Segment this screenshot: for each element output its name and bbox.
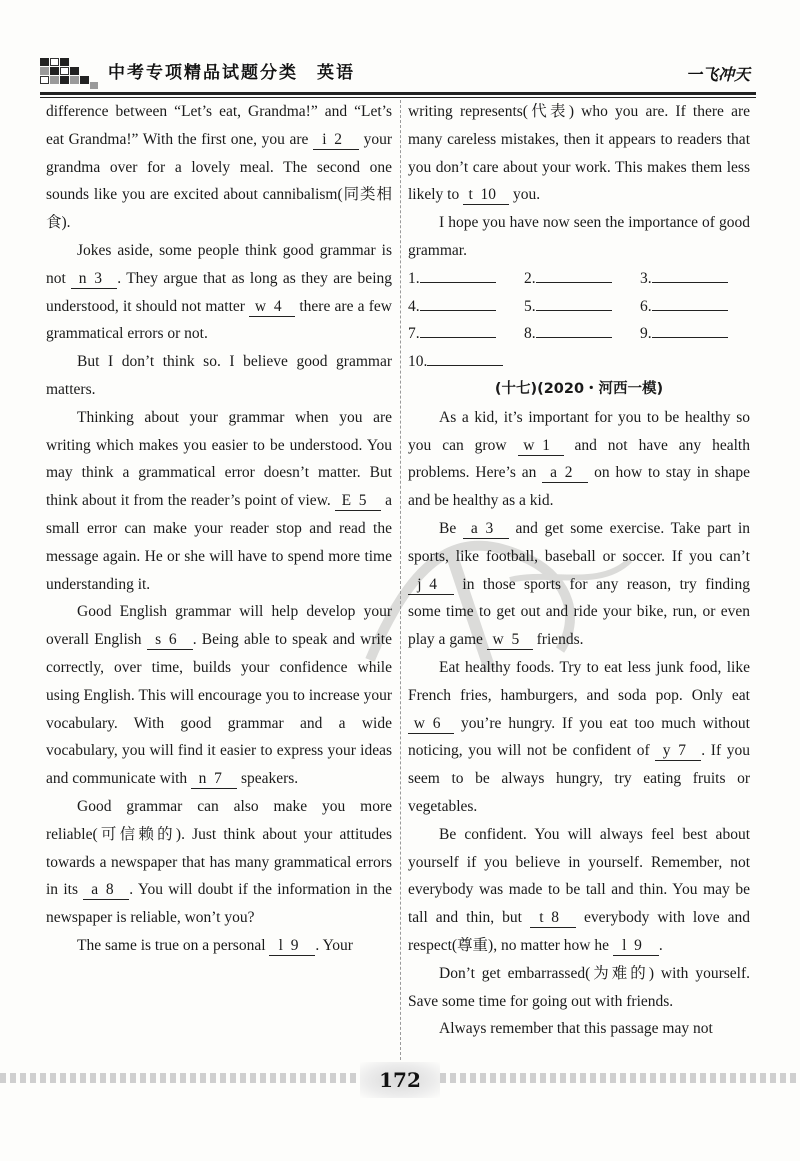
answer-line[interactable] [420,266,496,283]
page-number: 172 [379,1068,421,1092]
answer-line[interactable] [427,349,503,366]
paragraph: Good English grammar will help develop your overall English s 6 . Being able to speak and write correctly, over time, builds your confidence while using English. This will encourage you to increase your vocabulary. With good grammar and a wide vocabulary, you will find it easier to express your ideas and communicate with n 7 speakers. [46,603,392,788]
answer-item: 3. [640,265,750,293]
answer-item: 5. [524,293,640,321]
answer-item: 1. [408,265,524,293]
paragraph: difference between “Let’s eat, Grandma!” and “Let’s eat Grandma!” With the first one, you are i 2 your grandma over for a lovely meal. The second one sounds like you are excited about cannibalism(同类相食). [46,103,392,232]
page-header [40,54,756,96]
cloze-blank-9[interactable]: l 9 [613,937,659,956]
paragraph: Don’t get embarrassed(为难的) with yourself. Save some time for going out with friends. [408,964,750,1010]
series-title: 中考专项精品试题分类 英语 [108,63,355,83]
checker-logo-icon [40,58,100,92]
paragraph: The same is true on a personal l 9 . Your [77,936,353,954]
cloze-blank-6[interactable]: w 6 [408,715,454,734]
answer-item: 10. [408,348,524,376]
column-divider [400,100,401,1060]
answer-grid [408,265,750,376]
cloze-blank-3[interactable]: n 3 [71,270,117,289]
answer-line[interactable] [652,321,728,338]
cloze-blank-4[interactable]: w 4 [249,298,295,317]
answer-item: 2. [524,265,640,293]
cloze-blank-9[interactable]: l 9 [269,937,315,956]
paragraph: But I don’t think so. I believe good grammar matters. [46,353,392,398]
answer-line[interactable] [536,266,612,283]
answer-line[interactable] [652,294,728,311]
answer-line[interactable] [536,321,612,338]
answer-line[interactable] [420,321,496,338]
answer-item: 4. [408,293,524,321]
answer-line[interactable] [652,266,728,283]
paragraph: Thinking about your grammar when you are writing which makes you easier to be understood. You may think a grammatical error doesn’t matter. But think about it from the reader’s point of view. E 5 a small error can make your reader stop and read the message again. He or she will have to spend more time understanding it. [46,408,392,593]
paragraph: Eat healthy foods. Try to eat less junk food, like French fries, hamburgers, and soda pop. Only eat w 6 you’re hungry. If you eat too much without noticing, you will not be confident of y 7 . If you seem to be always hungry, try eating fruits or vegetables. [408,658,750,815]
cloze-blank-1[interactable]: w 1 [518,437,564,456]
section-title: (十七)(2020・河西一模) [494,380,664,397]
paragraph: Jokes aside, some people think good grammar is not n 3 . They argue that as long as they are being understood, it should not matter w 4 there are a few grammatical errors or not. [46,241,393,343]
cloze-blank-4[interactable]: j 4 [408,576,454,595]
paragraph: Be confident. You will always feel best about yourself if you believe in yourself. Remember, not everybody was made to be tall and thin. You may be tall and thin, but t 8 everybody with love and respect(尊重), no matter how he l 9 . [408,825,750,954]
paragraph: Good grammar can also make you more reliable(可信赖的). Just think about your attitudes towards a newspaper that has many grammatical errors in its a 8 . You will doubt if the information in the newspaper is reliable, won’t you? [46,797,393,927]
cloze-blank-2[interactable]: a 2 [542,464,588,483]
brand-logo: 一飞冲天 [685,65,750,84]
left-column [46,98,392,960]
cloze-blank-2[interactable]: i 2 [313,131,359,150]
paragraph: I hope you have now seen the importance of good grammar. [408,214,750,259]
cloze-blank-6[interactable]: s 6 [147,631,193,650]
answer-item: 6. [640,293,750,321]
header-rule [40,92,756,95]
cloze-blank-7[interactable]: n 7 [191,770,237,789]
answer-item: 8. [524,320,640,348]
answer-item: 9. [640,320,750,348]
right-column [408,98,750,1043]
cloze-blank-7[interactable]: y 7 [655,742,701,761]
paragraph: Always remember that this passage may not [439,1020,713,1038]
paragraph: writing represents(代表) who you are. If there are many careless mistakes, then it appears to readers that you don’t care about your work. This makes them less likely to t 10 you. [408,103,750,204]
paragraph: Be a 3 and get some exercise. Take part in sports, like football, baseball or soccer. If you can’t j 4 in those sports for any reason, try finding some time to get out and ride your bike, run, or even play a game w 5 friends. [408,519,750,649]
answer-item: 7. [408,320,524,348]
cloze-blank-8[interactable]: t 8 [530,909,576,928]
cloze-blank-5[interactable]: w 5 [487,631,533,650]
cloze-blank-3[interactable]: a 3 [463,520,509,539]
cloze-blank-10[interactable]: t 10 [463,186,509,205]
cloze-blank-5[interactable]: E 5 [335,492,381,511]
answer-line[interactable] [420,294,496,311]
cloze-blank-8[interactable]: a 8 [83,881,129,900]
answer-line[interactable] [536,294,612,311]
paragraph: As a kid, it’s important for you to be healthy so you can grow w 1 and not have any health problems. Here’s an a 2 on how to stay in shape and be healthy as a kid. [408,408,750,510]
